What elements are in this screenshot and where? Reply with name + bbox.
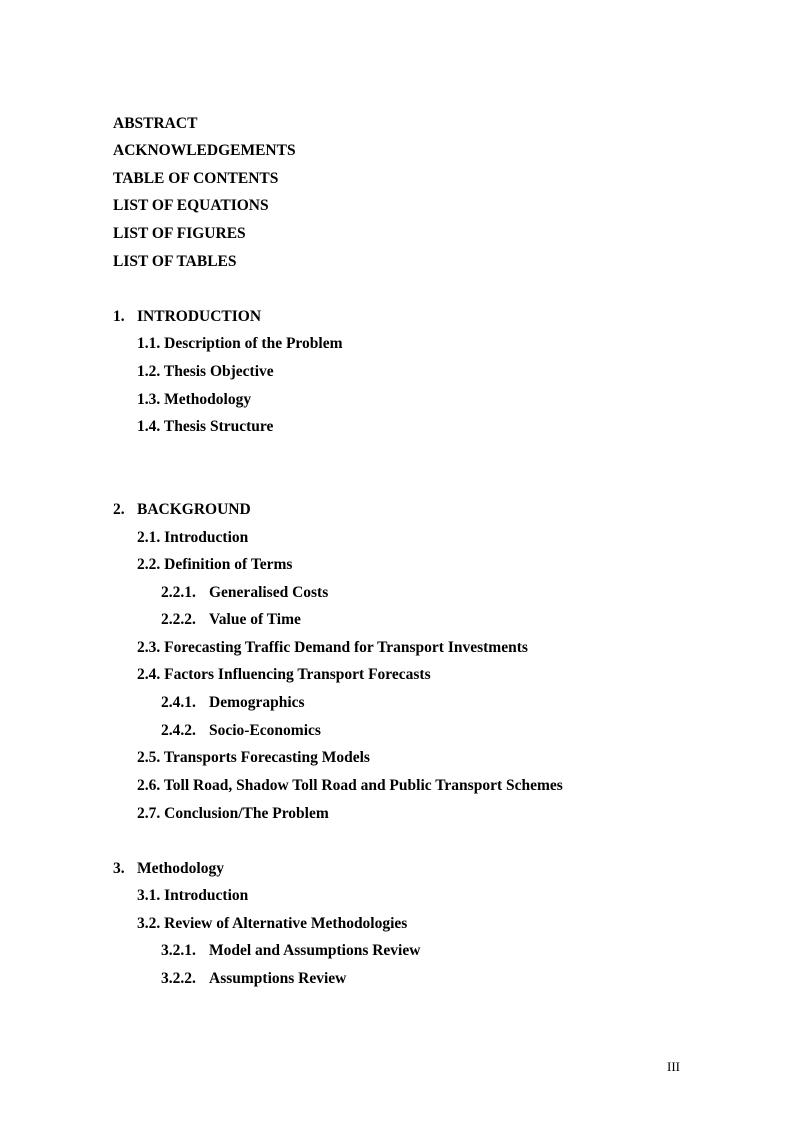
section-number: 2.2. [137,556,161,573]
section-number: 2.7. [137,805,161,822]
toc-section-2-4 [137,667,431,683]
section-title: Forecasting Traffic Demand for Transport Investments [164,639,528,656]
section-title: Review of Alternative Methodologies [164,915,408,932]
section-title: Definition of Terms [164,556,293,573]
toc-section-2-3 [137,640,528,656]
toc-section-2-7 [137,806,329,822]
subsection-title: Model and Assumptions Review [209,942,421,959]
section-title: Factors Influencing Transport Forecasts [164,666,431,683]
toc-section-1-2 [137,364,274,380]
section-title: Thesis Structure [163,418,274,435]
section-number: 1.3. [137,391,161,408]
subsection-title: Demographics [209,694,305,711]
toc-section-1-1 [137,336,343,352]
section-number: 2.4. [137,666,161,683]
toc-section-3-1 [137,888,248,904]
chapter-title: BACKGROUND [137,501,251,518]
toc-section-2-2 [137,557,292,573]
subsection-number: 2.4.1. [161,694,196,711]
subsection-number: 2.2.1. [161,584,196,601]
toc-entry-abstract: ABSTRACT [113,115,198,132]
section-title: Methodology [164,391,252,408]
section-number: 2.1. [137,529,161,546]
chapter-title: INTRODUCTION [137,308,262,325]
toc-chapter-3 [113,861,224,877]
toc-subsection-2-4-2 [161,723,321,739]
section-title: Toll Road, Shadow Toll Road and Public Transport Schemes [163,777,563,794]
subsection-number: 2.2.2. [161,611,196,628]
section-title: Introduction [164,887,249,904]
toc-section-1-4 [137,419,273,435]
toc-section-2-6 [137,778,563,794]
section-number: 1.4. [137,418,161,435]
section-title: Conclusion/The Problem [164,805,329,822]
toc-entry-list-of-equations: LIST OF EQUATIONS [113,197,269,214]
section-title: Transports Forecasting Models [163,749,370,766]
section-title: Description of the Problem [164,335,343,352]
toc-section-2-1 [137,530,248,546]
section-number: 2.5. [137,749,161,766]
subsection-title: Value of Time [209,611,301,628]
subsection-number: 2.4.2. [161,722,196,739]
section-number: 3.2. [137,915,161,932]
section-title: Introduction [164,529,249,546]
subsection-title: Generalised Costs [209,584,329,601]
chapter-number: 2. [113,501,125,518]
section-title: Thesis Objective [163,363,274,380]
chapter-number: 1. [113,308,125,325]
toc-entry-list-of-figures: LIST OF FIGURES [113,225,246,242]
toc-subsection-3-2-2 [161,971,346,987]
toc-section-3-2 [137,916,407,932]
section-number: 3.1. [137,887,161,904]
section-number: 2.6. [137,777,161,794]
toc-subsection-2-2-2 [161,612,301,628]
toc-subsection-2-2-1 [161,585,328,601]
chapter-title: Methodology [137,860,224,877]
section-number: 2.3. [137,639,161,656]
subsection-title: Assumptions Review [209,970,347,987]
section-number: 1.1. [137,335,161,352]
toc-entry-acknowledgements: ACKNOWLEDGEMENTS [113,142,296,159]
section-number: 1.2. [137,363,161,380]
subsection-number: 3.2.1. [161,942,196,959]
toc-entry-table-of-contents: TABLE OF CONTENTS [113,170,279,187]
page-number: III [667,1059,680,1074]
subsection-number: 3.2.2. [161,970,196,987]
toc-chapter-1 [113,309,261,325]
toc-chapter-2 [113,502,251,518]
toc-entry-list-of-tables: LIST OF TABLES [113,253,237,270]
toc-section-2-5 [137,750,370,766]
toc-section-1-3 [137,392,251,408]
chapter-number: 3. [113,860,125,877]
toc-subsection-3-2-1 [161,943,420,959]
toc-subsection-2-4-1 [161,695,305,711]
subsection-title: Socio-Economics [209,722,321,739]
